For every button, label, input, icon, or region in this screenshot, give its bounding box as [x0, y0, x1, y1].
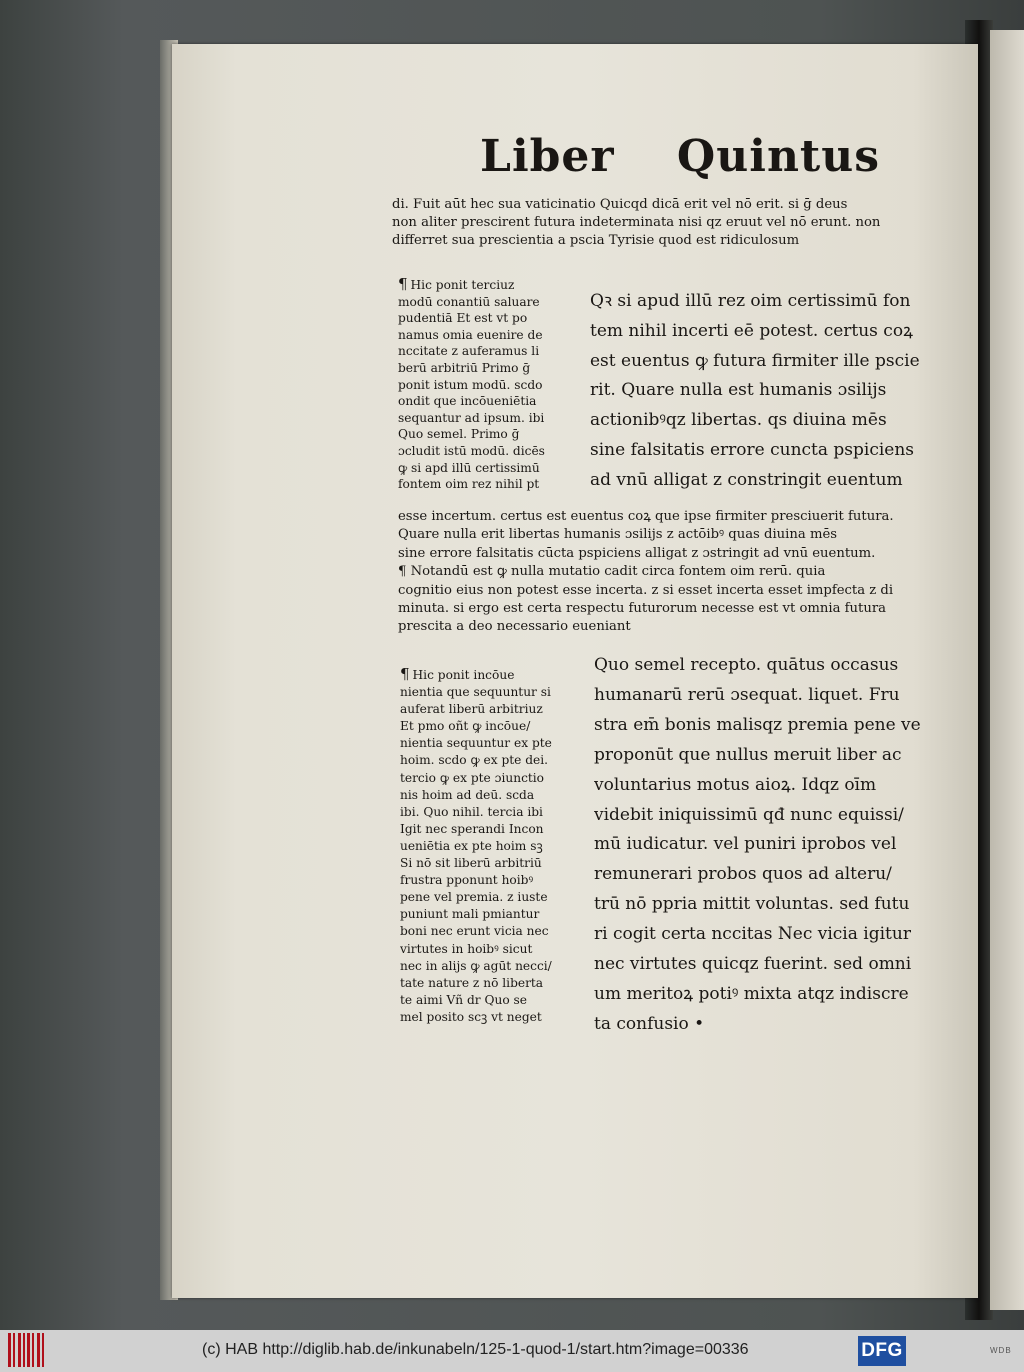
text-line: pudentiā Et est vt po	[398, 311, 528, 326]
text-line: Qꝛ si apud illū rez oim certissimū fon	[590, 291, 911, 311]
intro-text	[392, 196, 926, 251]
paragraph-mark-icon: ¶	[398, 276, 408, 293]
text-line: ta confusio •	[594, 1013, 705, 1034]
text-line: actionibꝰqz libertas. qs diuina mēs	[590, 410, 887, 431]
text-line: differret sua prescientia a pscia Tyrisie quod est ridiculosum	[392, 233, 800, 249]
text-line: fontem oim rez nihil pt	[398, 477, 540, 492]
text-line: ondit que incōueniētia	[398, 394, 537, 409]
text-line: berū arbitriū Primo ḡ	[398, 360, 531, 375]
text-line: sine falsitatis errore cuncta pspiciens	[590, 439, 915, 460]
text-line: minuta. si ergo est certa respectu futurorum necesse est vt omnia futura	[398, 601, 886, 617]
text-line: ad vnū alligat z constringit euentum	[590, 469, 903, 490]
commentary-block-2	[400, 666, 580, 1026]
text-line: ¶ Hic ponit incōue	[400, 666, 515, 683]
text-line: nis hoim ad deū. scda	[400, 787, 535, 802]
text-line: ueniētia ex pte hoim sꝫ	[400, 838, 543, 853]
commentary-continuation	[398, 508, 928, 637]
text-line: mū iudicatur. vel puniri iprobos vel	[594, 834, 897, 855]
text-line: videbit iniquissimū qđ nunc equissi/	[594, 804, 904, 825]
text-line: Igit nec sperandi Incon	[400, 821, 544, 836]
text-line: Quo semel recepto. quātus occasus	[594, 655, 899, 675]
copyright-link[interactable]: (c) HAB http://diglib.hab.de/inkunabeln/125-1-quod-1/start.htm?image=00336	[202, 1341, 749, 1358]
text-line: est euentus ꝙ futura firmiter ille pscie	[590, 350, 920, 371]
text-line: nec in alijs ꝙ agūt necci/	[400, 958, 552, 973]
main-text-block-2	[594, 651, 928, 1040]
text-line: nccitate z auferamus li	[398, 344, 540, 359]
text-line: ibi. Quo nihil. tercia ibi	[400, 804, 543, 819]
text-line: virtutes in hoibꝰ sicut	[400, 941, 533, 956]
text-line: esse incertum. certus est euentus coꝝ que ipse firmiter presciuerit futura.	[398, 509, 894, 524]
text-line: trū nō ppria mittit voluntas. sed futu	[594, 894, 910, 915]
text-line: stra em̄ bonis malisqz premia pene ve	[594, 714, 921, 735]
text-line: remunerari probos quos ad alteru/	[594, 864, 892, 885]
text-line: pene vel premia. z iuste	[400, 890, 548, 905]
facing-page-edge	[990, 30, 1024, 1310]
text-line: ¶ Notandū est ꝙ nulla mutatio cadit circa fontem oim rerū. quia	[398, 564, 826, 580]
text-line: prescita a deo necessario eueniant	[398, 619, 631, 635]
text-line: Quare nulla erit libertas humanis ɔsilijs z actōibꝰ quas diuina mēs	[398, 527, 838, 543]
text-line: te aimi Vñ dr Quo se	[400, 992, 528, 1007]
text-line: nientia sequuntur ex pte	[400, 736, 552, 751]
text-line: ¶ Hic ponit terciuz	[398, 276, 515, 293]
dfg-logo[interactable]: DFG	[858, 1336, 906, 1366]
text-line: ponit istum modū. scdo	[398, 377, 543, 392]
paragraph-mark-icon: ¶	[400, 666, 410, 683]
text-line: boni nec erunt vicia nec	[400, 924, 549, 939]
text-line: nientia que sequuntur si	[400, 685, 551, 700]
text-line: sequantur ad ipsum. ibi	[398, 410, 545, 425]
text-line: ri cogit certa nccitas Nec vicia igitur	[594, 924, 911, 945]
text-line: tem nihil incerti eē potest. certus coꝝ	[590, 320, 913, 341]
text-line: frustra pponunt hoibꝰ	[400, 873, 534, 888]
text-line: hoim. scdo ꝙ ex pte dei.	[400, 753, 549, 768]
text-line: tate nature z nō liberta	[400, 975, 544, 990]
text-line: auferat liberū arbitriuz	[400, 702, 543, 717]
text-line: um meritoꝝ potiꝰ mixta atqz indiscre	[594, 983, 909, 1004]
text-line: rit. Quare nulla est humanis ɔsilijs	[590, 380, 887, 401]
commentary-block-1	[398, 276, 576, 493]
text-line: mel posito scꝫ vt neget	[400, 1009, 542, 1024]
running-head: Liber Quintus	[480, 131, 881, 182]
text-line: nec virtutes quicqz fuerint. sed omni	[594, 954, 912, 975]
text-line: humanarū rerū ɔsequat. liquet. Fru	[594, 684, 900, 705]
text-line: voluntarius motus aioꝝ. Idqz oīm	[594, 774, 877, 795]
text-line: puniunt mali pmiantur	[400, 907, 540, 922]
text-line: Si nō sit liberū arbitriū	[400, 856, 542, 871]
wdb-mark: WDB	[990, 1346, 1012, 1355]
text-line: Quo semel. Primo ḡ	[398, 427, 520, 442]
text-line: modū conantiū saluare	[398, 294, 540, 309]
text-line: sine errore falsitatis cūcta pspiciens alligat z ɔstringit ad vnū euentum.	[398, 545, 876, 561]
text-line: Et pmo oñt ꝙ incōue/	[400, 719, 531, 734]
text-line: non aliter prescirent futura indeterminata nisi qz eruut vel nō erunt. non	[392, 215, 881, 231]
text-line: ꝙ si apd illū certissimū	[398, 460, 540, 475]
text-line: tercio ꝙ ex pte ɔiunctio	[400, 770, 545, 785]
main-text-block-1	[590, 287, 926, 496]
text-line: namus omia euenire de	[398, 327, 543, 342]
hab-logo-icon[interactable]	[8, 1333, 44, 1367]
text-line: proponūt que nullus meruit liber ac	[594, 744, 902, 765]
text-line: ɔcludit istū modū. dicēs	[398, 443, 545, 458]
text-line: cognitio eius non potest esse incerta. z si esset incerta esset impfecta z di	[398, 582, 894, 598]
text-line: di. Fuit aūt hec sua vaticinatio Quicqd dicā erit vel nō erit. si ḡ deus	[392, 197, 848, 212]
